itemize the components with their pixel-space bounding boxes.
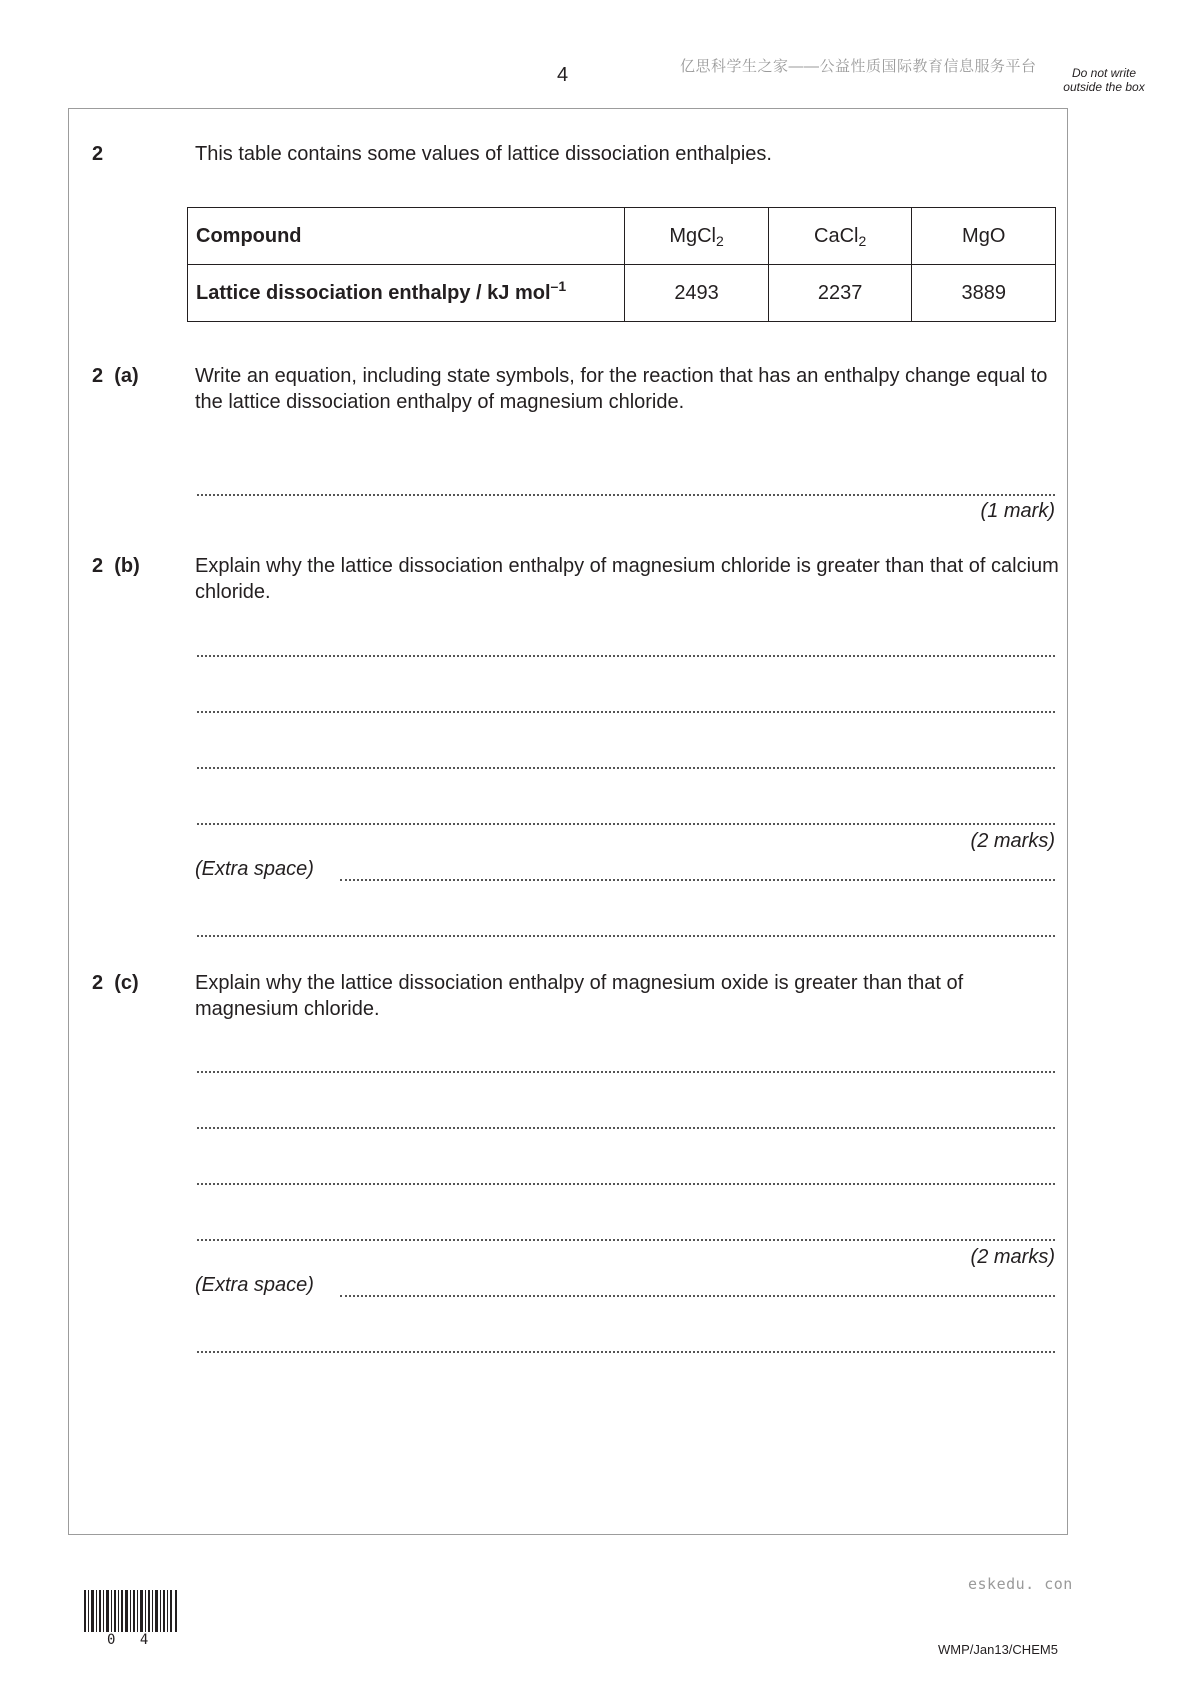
- footer-watermark: eskedu. con: [968, 1575, 1073, 1593]
- barcode-digits: 0 4: [107, 1632, 157, 1648]
- enthalpy-value-mgo: 3889: [912, 265, 1056, 322]
- part-a-marks: (1 mark): [980, 500, 1055, 522]
- compound-subscript: 2: [716, 232, 724, 249]
- table-row: [188, 265, 1056, 322]
- question-number: 2: [92, 143, 104, 165]
- extra-space-line[interactable]: [340, 879, 1055, 881]
- part-b-extra-space-label: (Extra space): [195, 858, 314, 880]
- answer-line[interactable]: [197, 494, 1055, 496]
- part-c-label: 2 (c): [92, 972, 139, 994]
- compound-cell-cacl2: [768, 208, 912, 265]
- compound-cell-mgo: [912, 208, 1056, 265]
- extra-space-line[interactable]: [340, 1295, 1055, 1297]
- part-b-text: Explain why the lattice dissociation enthalpy of magnesium chloride is greater than that of calcium chloride.: [195, 555, 1059, 603]
- part-c-extra-space-label: (Extra space): [195, 1274, 314, 1296]
- answer-line[interactable]: [197, 711, 1055, 713]
- enthalpy-value-cacl2: 2237: [768, 265, 912, 322]
- table-header-enthalpy: [188, 265, 625, 322]
- answer-box-border: [68, 108, 1068, 1535]
- enthalpy-table: [187, 207, 1056, 322]
- part-c-text: Explain why the lattice dissociation enthalpy of magnesium oxide is greater than that of magnesium chloride.: [195, 972, 964, 1020]
- table-header-compound: Compound: [188, 208, 625, 265]
- enthalpy-value-mgcl2: 2493: [625, 265, 769, 322]
- part-c-marks: (2 marks): [970, 1246, 1055, 1268]
- table-row: [188, 208, 1056, 265]
- enthalpy-label: Lattice dissociation enthalpy / kJ mol: [196, 281, 551, 304]
- compound-name: MgO: [962, 224, 1006, 247]
- question-intro: This table contains some values of lattice dissociation enthalpies.: [195, 143, 772, 165]
- compound-name: CaCl: [814, 224, 859, 247]
- margin-note: Do not write outside the box: [1063, 66, 1145, 94]
- answer-line[interactable]: [197, 767, 1055, 769]
- part-a-label: 2 (a): [92, 365, 139, 387]
- header-watermark: 亿思科学生之家——公益性质国际教育信息服务平台: [680, 58, 1037, 75]
- barcode-icon: [84, 1590, 178, 1632]
- extra-space-line[interactable]: [197, 935, 1055, 937]
- answer-line[interactable]: [197, 1239, 1055, 1241]
- compound-name: MgCl: [669, 224, 716, 247]
- answer-line[interactable]: [197, 1183, 1055, 1185]
- page-number: 4: [557, 64, 569, 86]
- part-b-label: 2 (b): [92, 555, 140, 577]
- part-a-text: Write an equation, including state symbols, for the reaction that has an enthalpy change equal to the lattice dissociation enthalpy of magnesium chloride.: [195, 365, 1048, 413]
- part-b-marks: (2 marks): [970, 830, 1055, 852]
- unit-superscript: –1: [550, 277, 567, 294]
- compound-cell-mgcl2: [625, 208, 769, 265]
- answer-line[interactable]: [197, 1127, 1055, 1129]
- answer-line[interactable]: [197, 823, 1055, 825]
- answer-line[interactable]: [197, 655, 1055, 657]
- paper-code: WMP/Jan13/CHEM5: [938, 1642, 1058, 1657]
- extra-space-line[interactable]: [197, 1351, 1055, 1353]
- compound-subscript: 2: [858, 232, 867, 249]
- answer-line[interactable]: [197, 1071, 1055, 1073]
